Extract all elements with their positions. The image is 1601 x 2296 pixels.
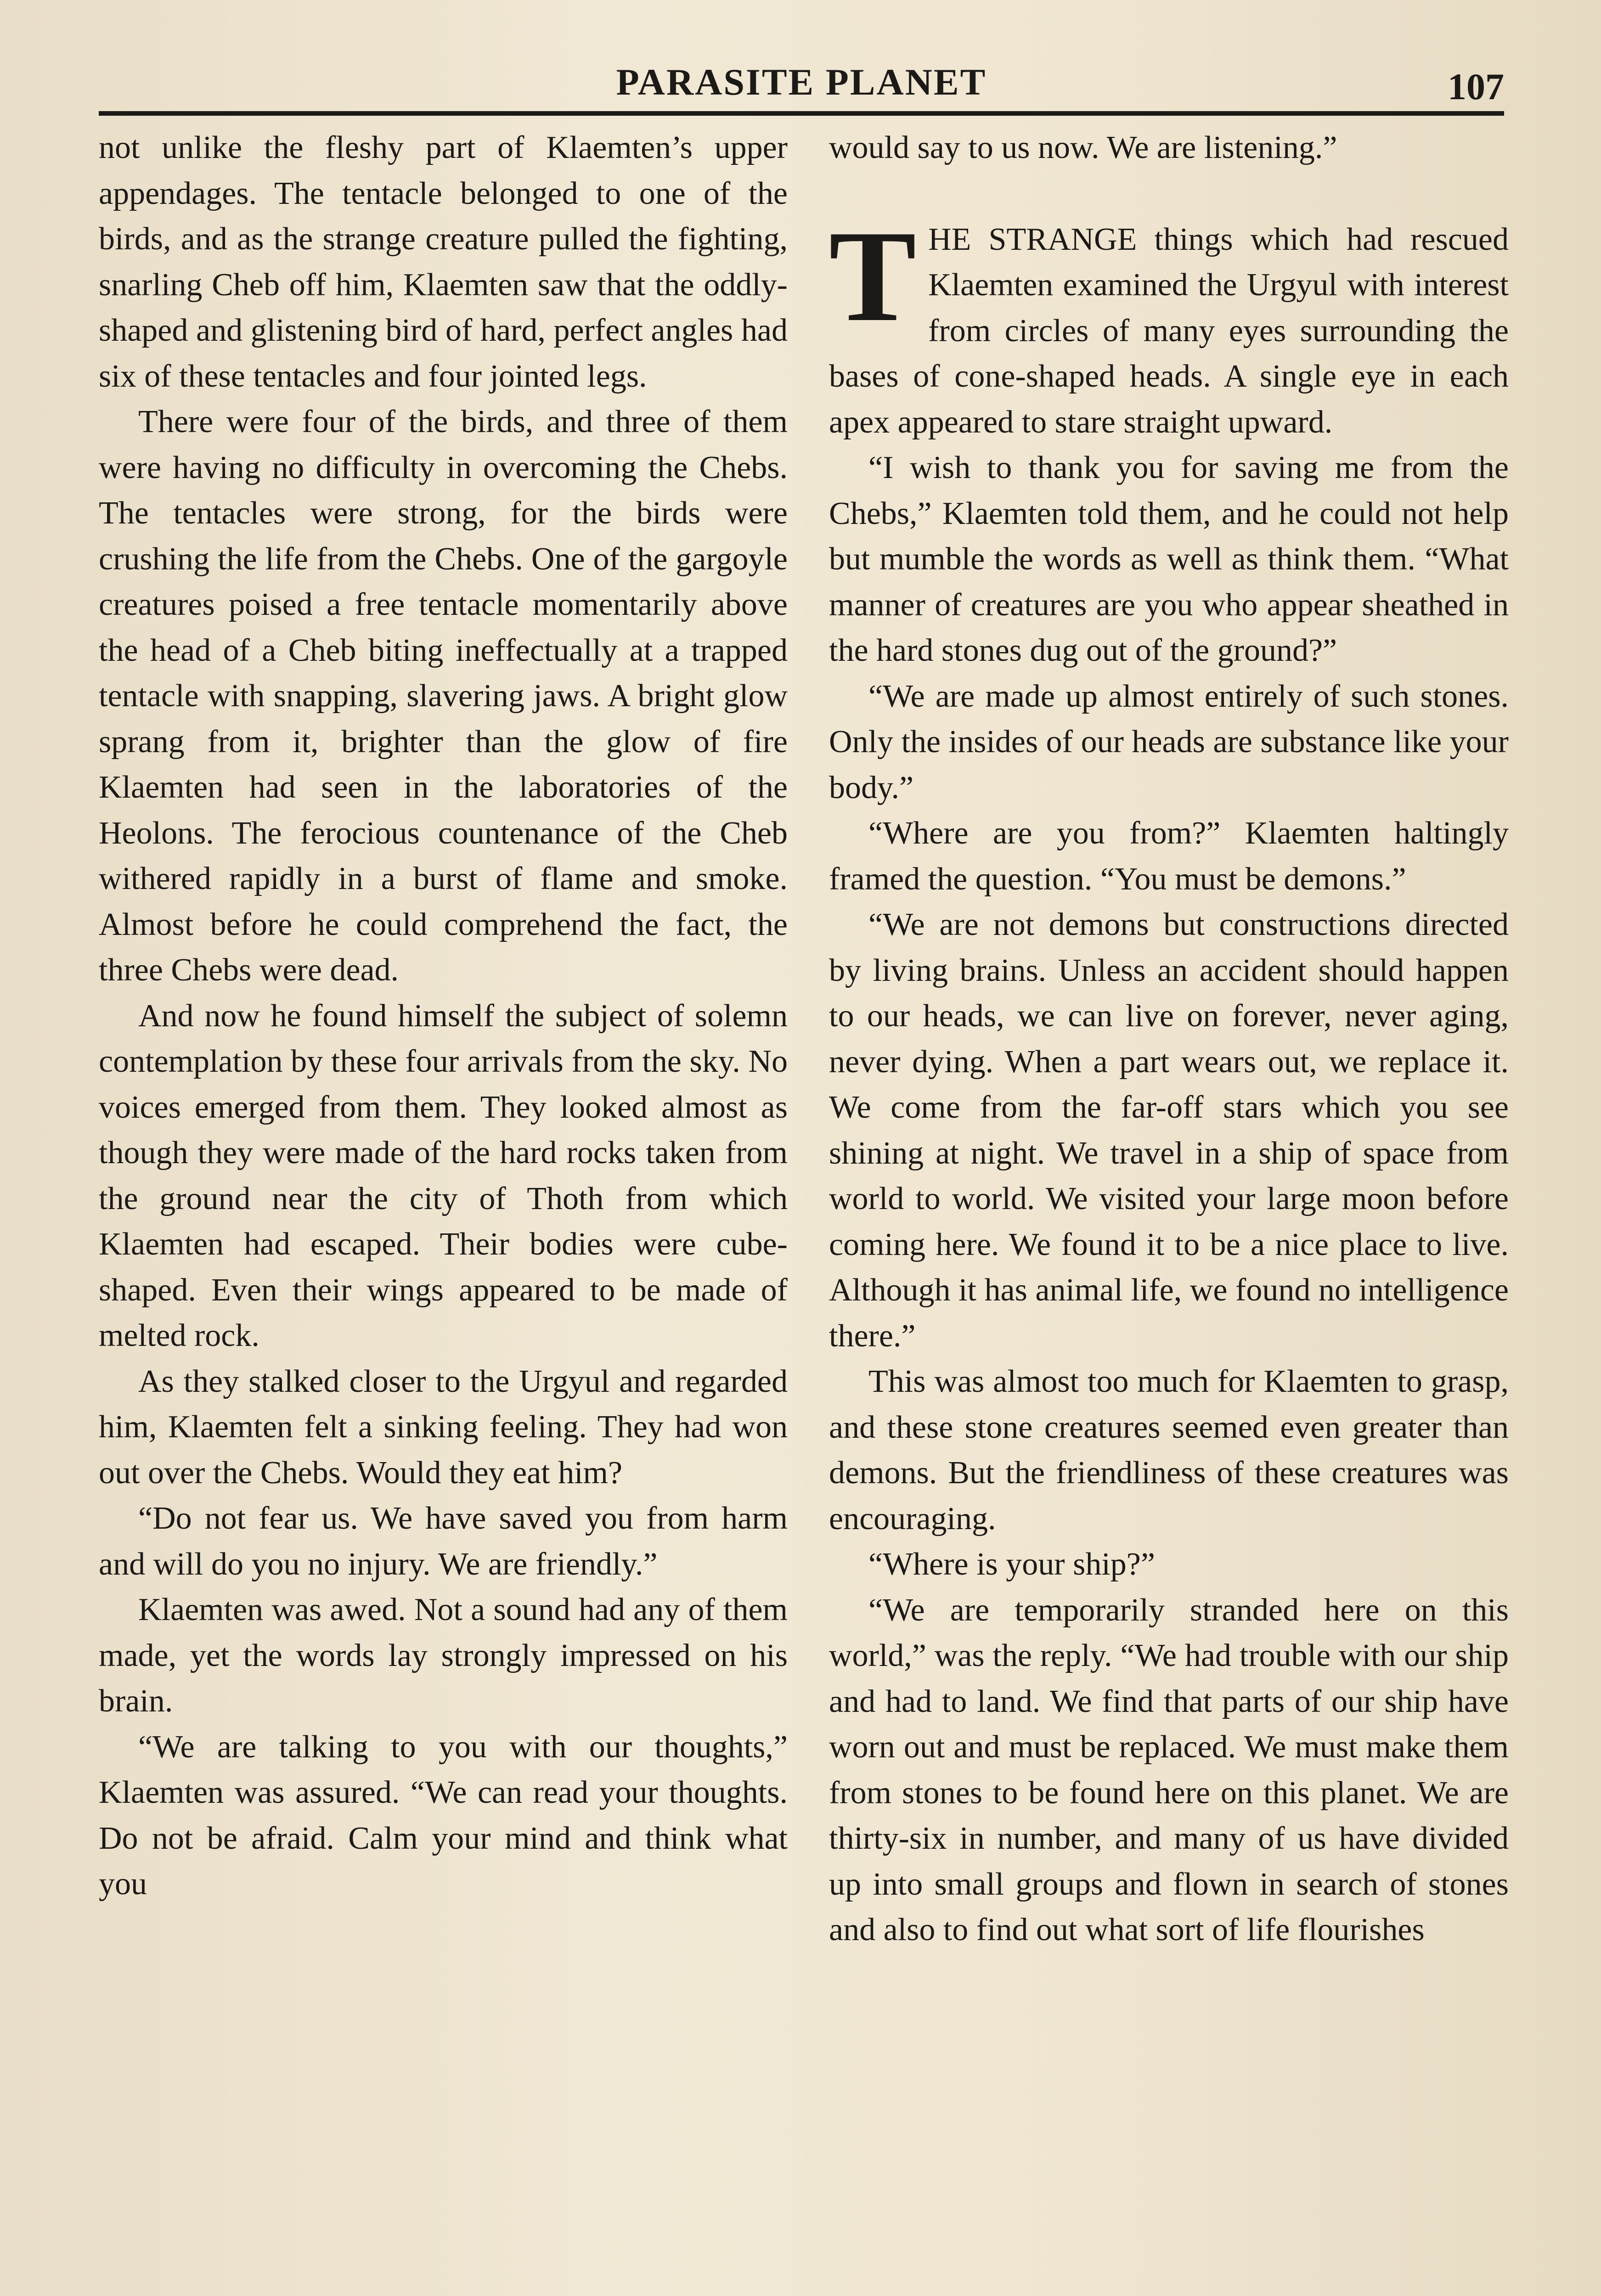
paragraph: “I wish to thank you for saving me from the Chebs,” Klaemten told them, and he could not help but mumble the words as well as think them. “What manner of creatures are you who appear sheathed in the hard stones dug out of the ground?” [829,450,1509,668]
paragraph: “Where are you from?” Klaemten haltingly framed the question. “You must be demons.” [829,816,1509,897]
paragraph: “We are made up almost entirely of such stones. Only the insides of our heads are substance like your body.” [829,678,1509,805]
paragraph: There were four of the birds, and three of them were having no difficulty in overcoming the Chebs. The tentacles were strong, for the birds were crushing the life from the Chebs. One of the gargoyle creatures poised a free tentacle momentarily above the head of a Cheb biting ineffectually at a trapped tentacle with snapping, slavering jaws. A bright glow sprang from it, brighter than the glow of fire Klaemten had seen in the laboratories of the Heolons. The ferocious countenance of the Cheb withered rapidly in a burst of flame and smoke. Almost before he could comprehend the fact, the three Chebs were dead. [99,404,788,988]
header-rule [99,111,1504,116]
paragraph: “We are talking to you with our thoughts,” Klaemten was assured. “We can read your thoughts. Do not be afraid. Calm your mind and think what you [99,1729,788,1902]
paragraph: This was almost too much for Klaemten to grasp, and these stone creatures seemed even greater than demons. But the friendliness of these creatures was encouraging. [829,1364,1509,1536]
continued-paragraph: would say to us now. We are listening.” [829,130,1337,165]
page-number: 107 [1448,66,1504,107]
running-header [99,55,1504,115]
left-column [99,125,788,2283]
story-title: PARASITE PLANET [616,61,987,103]
right-column [829,125,1509,2283]
section-opening [829,203,1509,445]
paragraph: “We are temporarily stranded here on this world,” was the reply. “We had trouble with our ship and had to land. We find that parts of our ship have worn out and must be replaced. We must make them from stones to be found here on this planet. We are thirty-six in number, and many of us have divided up into small groups and flown in search of stones and also to find out what sort of life flourishes [829,1592,1509,1947]
paragraph: “Where is your ship?” [868,1547,1155,1582]
paragraph: Klaemten was awed. Not a sound had any of them made, yet the words lay strongly impressed on his brain. [99,1592,788,1719]
paragraph: And now he found himself the subject of solemn contemplation by these four arrivals from the sky. No voices emerged from them. They looked almost as though they were made of the hard rocks taken from the ground near the city of Thoth from which Klaemten had escaped. Their bodies were cube-shaped. Even their wings appeared to be made of melted rock. [99,998,788,1353]
drop-cap: T [829,203,917,349]
opening-text: HE STRANGE things which had rescued Klaemten examined the Urgyul with interest from circles of many eyes surrounding the bases of cone-shaped heads. A single eye in each apex appeared to stare straight upward. [829,221,1509,440]
paragraph: not unlike the fleshy part of Klaemten’s upper appendages. The tentacle belonged to one of the birds, and as the strange creature pulled the fighting, snarling Cheb off him, Klaemten saw that the oddly-shaped and glistening bird of hard, perfect angles had six of these tentacles and four jointed legs. [99,130,788,394]
paragraph: As they stalked closer to the Urgyul and regarded him, Klaemten felt a sinking feeling. They had won out over the Chebs. Would they eat him? [99,1363,788,1491]
paragraph: “Do not fear us. We have saved you from harm and will do you no injury. We are friendly.” [99,1501,788,1582]
paragraph: “We are not demons but constructions directed by living brains. Unless an accident should happen to our heads, we can live on forever, never aging, never dying. When a part wears out, we replace it. We come from the far-off stars which you see shining at night. We travel in a ship of space from world to world. We visited your large moon before coming here. We found it to be a nice place to live. Although it has animal life, we found no intelligence there.” [829,907,1509,1354]
